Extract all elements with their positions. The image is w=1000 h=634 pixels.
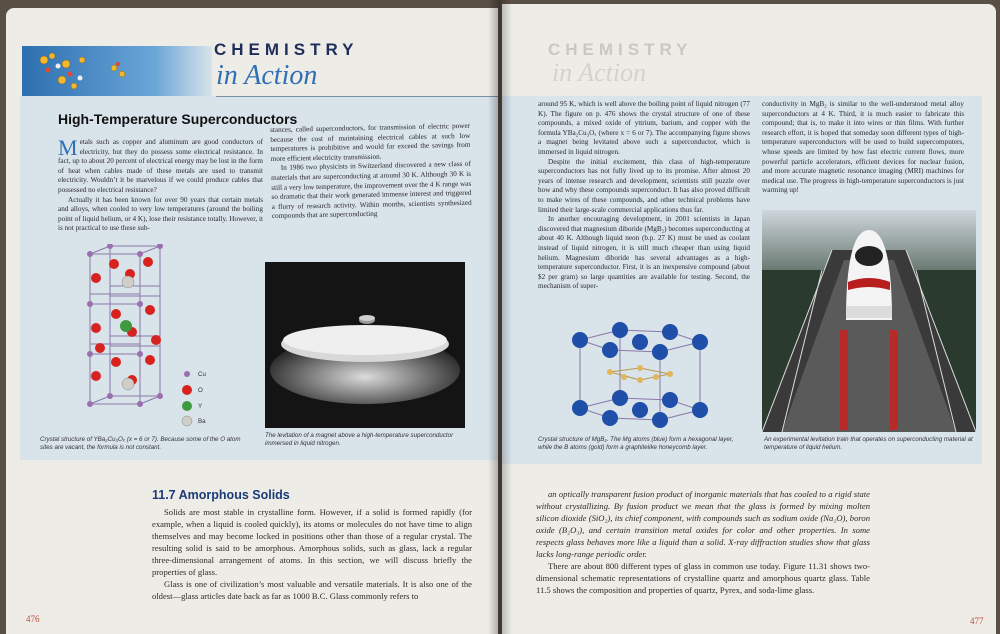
section-heading: 11.7 Amorphous Solids: [152, 488, 290, 502]
legend-ba: Ba: [198, 418, 206, 425]
feature-paragraph: In another encouraging development, in 2001 scientists in Japan discovered that magnesium diboride (MgB₂) becomes superconducting at about 40 K. Although liquid neon (b.p. 27 K) must be used as coolant instead of liquid nitrogen, it is still much cheaper than using liquid helium. Magnesium diboride has several advantages as a high-temperature superconductor. First, it is an inexpensive compound (about $2 per gram) so large quantities are available for testing. Second, the mechanism of super-: [538, 215, 750, 291]
feature-column-4: [762, 100, 964, 196]
feature-title: High-Temperature Superconductors: [58, 111, 298, 127]
crystal-caption: Crystal structure of YBa₂Cu₃Oₓ (x = 6 or 7). Because some of the O atom sites are vacant, the formula is not constant.: [40, 436, 241, 451]
feature-paragraph: around 95 K, which is well above the boiling point of liquid nitrogen (77 K). The figure on p. 476 shows the crystal structure of one of these compounds, a mixed oxide of yttrium, barium, and copper with the formula YBa₂Cu₃Oₓ (where x = 6 or 7). The accompanying figure shows a magnet being levitated above such a superconductor, which is immersed in liquid nitrogen.: [538, 100, 750, 156]
page-number-right: 477: [970, 616, 984, 626]
show-through-header: CHEMISTRY: [548, 40, 693, 59]
levitation-train-photo: [762, 210, 976, 432]
feature-paragraph: Despite the initial excitement, this class of high-temperature superconductors has not fully lived up to its promise. After almost 20 years of intense research and development, scientists still puzzle over how and why these compounds superconduct. It has also proved difficult to make wires of these compounds, and other technical problems have limited their large-scale commercial applications thus far.: [538, 157, 750, 214]
chemistry-header: CHEMISTRY: [214, 40, 359, 59]
section-left-text: [152, 506, 472, 602]
feature-column-3: [538, 100, 750, 292]
levitation-photo: [265, 262, 465, 428]
molecule-banner: [22, 46, 212, 96]
feature-paragraph: Actually it has been known for over 90 years that certain metals and alloys, when cooled to very low temperatures (around the boiling point of liquid helium, or 4 K), lose their resistance totally. However, it is not practical to use these sub-: [58, 195, 263, 233]
ybco-crystal-structure: [70, 244, 180, 434]
drop-cap: M: [58, 135, 78, 160]
show-through-in-action: in Action: [552, 58, 647, 87]
legend-o: O: [198, 387, 203, 394]
train-caption: An experimental levitation train that operates on superconducting material at temperature of liquid helium.: [764, 436, 973, 451]
feature-paragraph: etals such as copper and aluminum are good conductors of electricity, but they do possess some electrical resistance. In fact, up to about 20 percent of electrical energy may be lost in the form of heat when cables made of these metals are used to transmit electricity. Wouldn’t it be marvelous if we could produce cables that possessed no electrical resistance?: [58, 138, 263, 194]
book-gutter: [488, 0, 512, 634]
legend-y: Y: [198, 403, 203, 410]
section-right-text: [536, 488, 870, 596]
page-number-left: 476: [26, 614, 40, 624]
mgb2-crystal-structure: [560, 320, 720, 430]
section-paragraph: Solids are most stable in crystalline form. However, if a solid is formed rapidly (for example, when a liquid is cooled quickly), its atoms or molecules do not have time to align themselves and may become locked in positions other than those of a regular crystal. The resulting solid is said to be amorphous. Amorphous solids, such as glass, lack a regular three-dimensional arrangement of atoms. In this section, we will discuss briefly the properties of glass.: [152, 507, 472, 577]
feature-paragraph: In 1986 two physicists in Switzerland discovered a new class of materials that are superconducting at around 30 K. Although 30 K is still a very low temperature, the improvement over the 4 K range was so dramatic that their work generated immense interest and triggered a flurry of research activity. Within months, scientists synthesized compounds that are superconducting: [271, 160, 472, 221]
section-paragraph: an optically transparent fusion product of inorganic materials that has cooled to a rigid state without crystallizing. By fusion product we mean that the glass is formed by mixing molten silicon dioxide (SiO₂), its chief component, with compounds such as sodium oxide (Na₂O), boron oxide (B₂O₃), and certain transition metal oxides for color and other properties. In some respects glass behaves more like a liquid than a solid. X-ray diffraction studies show that glass lacks long-range periodic order.: [536, 489, 870, 559]
legend-swatches: [180, 368, 194, 428]
section-paragraph: There are about 800 different types of glass in common use today. Figure 11.31 shows two-dimensional schematic representations of crystalline quartz and amorphous quartz glass. Table 11.5 shows the composition and properties of quartz, Pyrex, and soda-lime glass.: [536, 561, 870, 595]
in-action-header: in Action: [216, 60, 318, 91]
feature-paragraph: conductivity in MgB₂ is similar to the well-understood metal alloy superconductors at 4 K. Third, it is much easier to fabricate this compound; that is, to make it into wires or thin films. With further research effort, it is hoped that someday soon different types of high-temperature superconductors will be used to build supercomputers, whose speeds are limited by how fast electric current flows, more powerful particle accelerators, efficient devices for nuclear fusion, and more accurate magnetic resonance imaging (MRI) machines for medical use. The progress in high-temperature superconductors is just warming up!: [762, 100, 964, 195]
legend-cu: Cu: [198, 371, 206, 378]
feature-column-1: [58, 135, 263, 234]
levitation-caption: The levitation of a magnet above a high-temperature superconductor immersed in liquid nitrogen.: [265, 432, 454, 447]
header-rule: [216, 96, 498, 97]
molecule-cluster-icon: [22, 46, 212, 96]
feature-column-2: [270, 122, 472, 222]
section-paragraph: Glass is one of civilization’s most valuable and versatile materials. It is also one of the oldest—glass articles date back as far as 1000 B.C. Glass commonly refers to: [152, 579, 472, 601]
feature-paragraph: stances, called superconductors, for transmission of electric power because the cost of maintaining electrical cables at such low temperatures is prohibitive and would far exceed the savings from more efficient electricity transmission.: [270, 121, 471, 163]
mgb2-caption: Crystal structure of MgB₂. The Mg atoms (blue) form a hexagonal layer, while the B atoms (gold) form a graphitelike honeycomb layer.: [538, 436, 734, 451]
